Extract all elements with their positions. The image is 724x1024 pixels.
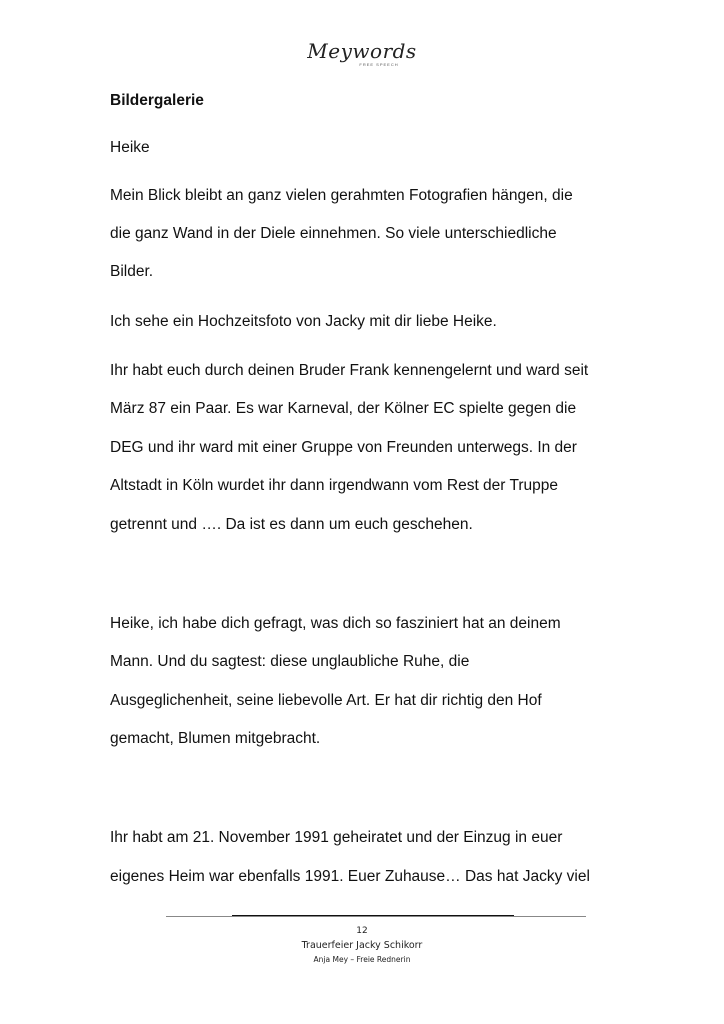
page-number: 12: [356, 926, 368, 936]
paragraph-line: DEG und ihr ward mit einer Gruppe von Freunden unterwegs. In der: [110, 439, 577, 456]
paragraph-line: Altstadt in Köln wurdet ihr dann irgendwann vom Rest der Truppe: [110, 477, 559, 494]
paragraph-line: Heike, ich habe dich gefragt, was dich so fasziniert hat an deinem: [110, 615, 561, 632]
paragraph-line: getrennt und …. Da ist es dann um euch geschehen.: [110, 516, 473, 533]
footer-divider-accent: [232, 915, 514, 916]
paragraph-line: gemacht, Blumen mitgebracht.: [110, 730, 321, 747]
paragraph-line: Ich sehe ein Hochzeitsfoto von Jacky mit dir liebe Heike.: [110, 313, 497, 330]
paragraph-line: Mein Blick bleibt an ganz vielen gerahmten Fotografien hängen, die: [110, 187, 573, 204]
paragraph-line: Heike: [110, 139, 150, 156]
paragraph-line: Ihr habt am 21. November 1991 geheiratet und der Einzug in euer: [110, 829, 563, 846]
paragraph-line: Bilder.: [110, 263, 154, 280]
footer-subtitle: Anja Mey – Freie Rednerin: [313, 955, 411, 964]
footer-divider: [166, 916, 586, 917]
paragraph-line: März 87 ein Paar. Es war Karneval, der Kölner EC spielte gegen die: [110, 400, 577, 417]
logo: [0, 40, 724, 68]
logo-tagline: FREE SPEECH: [359, 62, 399, 67]
paragraph-line: Mann. Und du sagtest: diese unglaubliche Ruhe, die: [110, 653, 470, 670]
logo-wordmark: Meywords: [307, 39, 417, 63]
paragraph-line: Ihr habt euch durch deinen Bruder Frank kennengelernt und ward seit: [110, 362, 589, 379]
footer-title: Trauerfeier Jacky Schikorr: [301, 940, 423, 951]
paragraph-line: eigenes Heim war ebenfalls 1991. Euer Zuhause… Das hat Jacky viel: [110, 868, 590, 885]
section-heading: Bildergalerie: [110, 92, 204, 109]
paragraph-line: Ausgeglichenheit, seine liebevolle Art. Er hat dir richtig den Hof: [110, 692, 542, 709]
paragraph-line: die ganz Wand in der Diele einnehmen. So viele unterschiedliche: [110, 225, 557, 242]
